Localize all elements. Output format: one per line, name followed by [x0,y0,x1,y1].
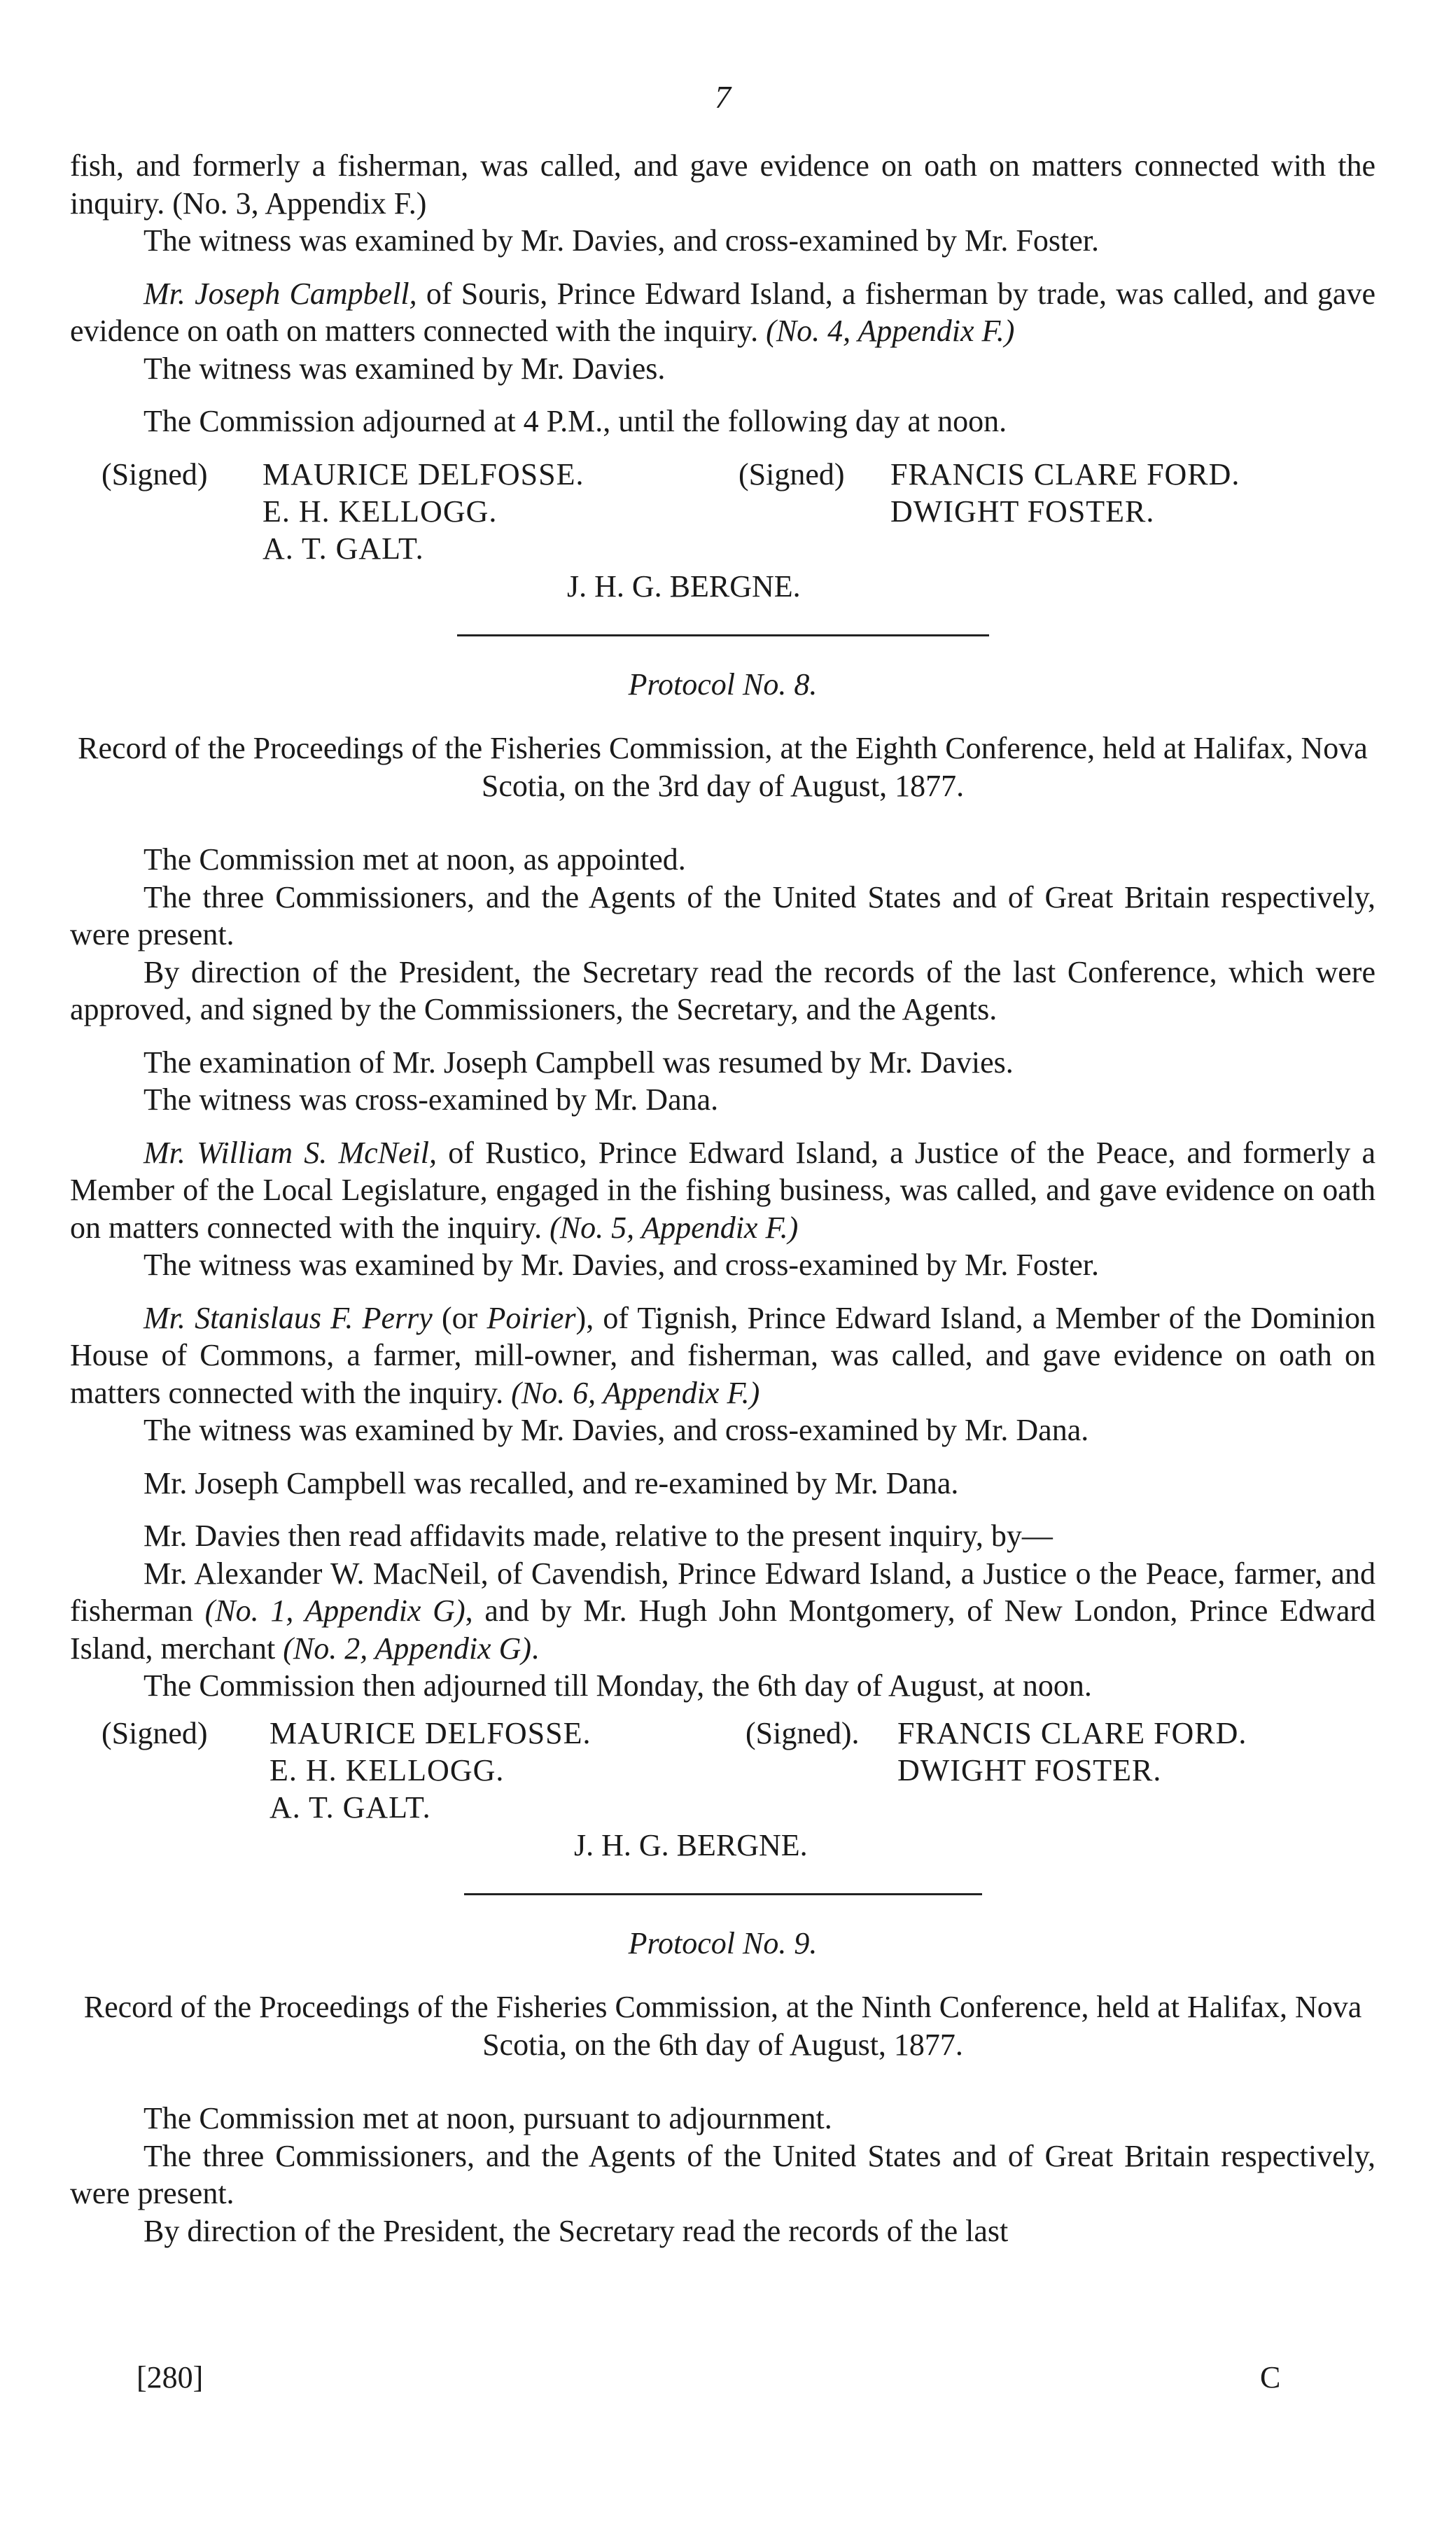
witness-name: Mr. Joseph Campbell, [144,276,417,311]
page-number: 7 [715,79,731,115]
signature-name: FRANCIS CLARE FORD. [897,1715,1247,1750]
signature-name: MAURICE DELFOSSE. [270,1715,592,1750]
appendix-reference: (No. 1, Appendix G) [204,1594,465,1628]
protocol-heading: Protocol No. 8. [628,667,818,702]
signed-label: (Signed) [102,456,208,491]
paragraph: The witness was examined by Mr. Davies, and cross-examined by Mr. Foster. [144,1248,1099,1282]
paragraph: Mr. Davies then read affidavits made, relative to the present inquiry, by— [144,1519,1053,1553]
paragraph-william-mcneil [70,1134,1376,1247]
signed-label: (Signed) [102,1715,208,1750]
paragraph-continuation: fish, and formerly a fisherman, was called, and gave evidence on oath on matters connected with the inquiry. (No. 3, Appendix F.) [70,148,1376,221]
signature-name: MAURICE DELFOSSE. [262,456,584,491]
paragraph: The witness was examined by Mr. Davies, and cross-examined by Mr. Dana. [144,1413,1089,1447]
signed-label: (Signed). [746,1715,860,1750]
witness-description: of Rustico, Prince Edward Island, a Justice of the Peace, and formerly a Member of the Local Legislature, engaged in the fishing business, was called, and gave evidence on oath on matters connected with the inquiry. [70,1135,1376,1245]
text-fragment: , and by Mr. Hugh John Montgomery, of New London, Prince Edward Island, merchant [70,1594,1376,1666]
document-page [70,0,1376,2531]
signature-name: DWIGHT FOSTER. [890,494,1155,529]
paragraph-witness-examined: The witness was examined by Mr. Davies, and cross-examined by Mr. Foster. [144,223,1099,258]
text-fragment: (or [432,1300,487,1335]
text-flow [70,147,1376,2250]
paragraph: The three Commissioners, and the Agents of the United States and of Great Britain respectively, were present. [70,879,1376,951]
signature-name: A. T. GALT. [270,1790,431,1825]
paragraph: The examination of Mr. Joseph Campbell was resumed by Mr. Davies. [144,1045,1014,1080]
record-heading: Record of the Proceedings of the Fisheries Commission, at the Ninth Conference, held at Halifax, Nova Scotia, on the 6th day of August, 1877. [83,1990,1362,2062]
signature-name: DWIGHT FOSTER. [897,1752,1162,1787]
signature-name: E. H. KELLOGG. [270,1752,505,1787]
text-fragment: Mr. Alexander W. MacNeil, of Cavendish, Prince Edward Island, a Justice o the Peace, farmer, and fisherman [70,1556,1376,1628]
secretary-name: J. H. G. BERGNE. [567,569,801,604]
witness-alt-name: Poirier [486,1300,576,1335]
record-heading: Record of the Proceedings of the Fisheries Commission, at the Eighth Conference, held at Halifax, Nova Scotia, on the 3rd day of August, 1877. [78,731,1368,803]
paragraph: Mr. Joseph Campbell was recalled, and re-examined by Mr. Dana. [144,1465,959,1500]
paragraph: The Commission met at noon, as appointed. [144,842,686,877]
secretary-name: J. H. G. BERGNE. [574,1827,808,1862]
signature-name: A. T. GALT. [262,531,424,566]
paragraph: By direction of the President, the Secretary read the records of the last [144,2213,1009,2248]
appendix-reference: (No. 5, Appendix F.) [550,1210,799,1245]
section-divider [464,1893,982,1895]
paragraph-adjourned: The Commission adjourned at 4 P.M., until the following day at noon. [144,404,1007,438]
witness-description: of Souris, Prince Edward Island, a fisherman by trade, was called, and gave evidence on oath on matters connected with the inquiry. [70,276,1376,348]
paragraph-witness-examined-2: The witness was examined by Mr. Davies. [144,351,666,386]
text-fragment: . [531,1631,540,1666]
paragraph: By direction of the President, the Secretary read the records of the last Conference, which were approved, and signed by the Commissioners, the Secretary, and the Agents. [70,954,1376,1026]
footer-page-ref: [280] [136,2360,204,2394]
paragraph-joseph-campbell [70,275,1376,350]
signature-name: E. H. KELLOGG. [262,494,498,529]
signature-block-2 [70,1715,1376,1865]
signature-name: FRANCIS CLARE FORD. [890,456,1240,491]
appendix-reference: (No. 2, Appendix G) [283,1631,532,1666]
witness-description: ), of Tignish, Prince Edward Island, a Member of the Dominion House of Commons, a farmer, mill-owner, and fisherman, was called, and gave evidence on oath on matters connected with the inquiry. [70,1300,1376,1410]
page-footer [70,2359,1376,2401]
paragraph: The Commission met at noon, pursuant to adjournment. [144,2101,832,2135]
footer-signature-mark: C [1260,2360,1281,2394]
paragraph-stanislaus-perry [70,1299,1376,1412]
signed-label: (Signed) [738,456,845,491]
paragraph-affidavits [70,1555,1376,1668]
protocol-heading: Protocol No. 9. [628,1925,818,1960]
witness-name: Mr. Stanislaus F. Perry [144,1300,433,1335]
appendix-reference: (No. 6, Appendix F.) [511,1375,760,1410]
signature-block-1 [70,456,1376,606]
section-divider [457,634,989,636]
witness-name: Mr. William S. McNeil, [144,1135,437,1170]
appendix-reference: (No. 4, Appendix F.) [766,314,1015,348]
paragraph: The three Commissioners, and the Agents of the United States and of Great Britain respectively, were present. [70,2138,1376,2210]
paragraph: The Commission then adjourned till Monday, the 6th day of August, at noon. [144,1668,1092,1703]
paragraph: The witness was cross-examined by Mr. Dana. [144,1082,719,1117]
